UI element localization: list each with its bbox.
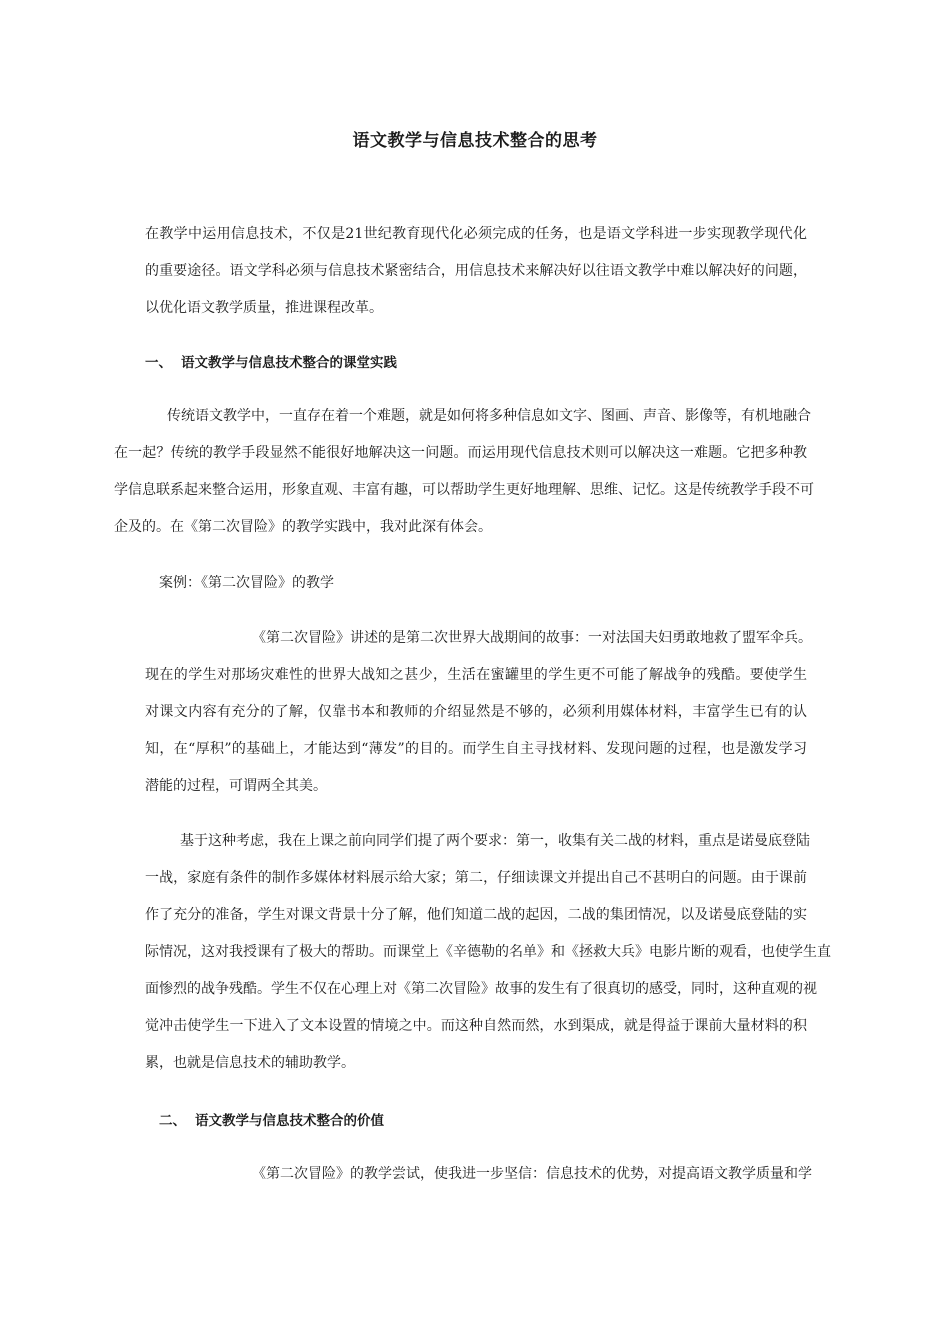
paragraph-line: 知，在“厚积”的基础上，才能达到“薄发”的目的。而学生自主寻找材料、发现问题的过程，也是激发学习 <box>145 741 807 757</box>
paragraph-line: 企及的。在《第二次冒险》的教学实践中，我对此深有体会。 <box>114 519 492 535</box>
paragraph-line: 累，也就是信息技术的辅助教学。 <box>145 1055 355 1071</box>
paragraph-line: 一战，家庭有条件的制作多媒体材料展示给大家；第二，仔细读课文并提出自己不甚明白的问题。由于课前 <box>145 870 807 886</box>
intro-line: 在教学中运用信息技术，不仅是21世纪教育现代化必须完成的任务，也是语文学科进一步实现教学现代化 <box>145 226 807 242</box>
paragraph-line: 潜能的过程，可谓两全其美。 <box>145 778 327 794</box>
paragraph-line: 学信息联系起来整合运用，形象直观、丰富有趣，可以帮助学生更好地理解、思维、记忆。这是传统教学手段不可 <box>114 482 814 498</box>
document-title: 语文教学与信息技术整合的思考 <box>352 131 598 151</box>
paragraph-line: 《第二次冒险》的教学尝试，使我进一步坚信：信息技术的优势，对提高语文教学质量和学 <box>252 1166 812 1182</box>
section-title: 语文教学与信息技术整合的价值 <box>195 1113 384 1129</box>
paragraph-line: 在一起？传统的教学手段显然不能很好地解决这一问题。而运用现代信息技术则可以解决这一难题。它把多种教 <box>114 445 807 461</box>
paragraph-line: 面惨烈的战争残酷。学生不仅在心理上对《第二次冒险》故事的发生有了很真切的感受，同时，这种直观的视 <box>145 981 817 997</box>
section-heading-2 <box>159 1111 384 1131</box>
paragraph-line: 对课文内容有充分的了解，仅靠书本和教师的介绍显然是不够的，必须利用媒体材料，丰富学生已有的认 <box>145 704 807 720</box>
paragraph-line: 《第二次冒险》讲述的是第二次世界大战期间的故事：一对法国夫妇勇敢地救了盟军伞兵。 <box>252 630 812 646</box>
paragraph-line: 觉冲击使学生一下进入了文本设置的情境之中。而这种自然而然，水到渠成，就是得益于课前大量材料的积 <box>145 1018 807 1034</box>
section-number: 一、 <box>145 355 172 371</box>
paragraph-line: 作了充分的准备，学生对课文背景十分了解，他们知道二战的起因，二战的集团情况，以及诺曼底登陆的实 <box>145 907 807 923</box>
section-heading-1 <box>145 353 397 373</box>
paragraph-line: 际情况，这对我授课有了极大的帮助。而课堂上《辛德勒的名单》和《拯救大兵》电影片断的观看，也使学生直 <box>145 944 831 960</box>
section-number: 二、 <box>159 1113 186 1129</box>
paragraph-line: 现在的学生对那场灾难性的世界大战知之甚少，生活在蜜罐里的学生更不可能了解战争的残酷。要使学生 <box>145 667 807 683</box>
intro-line: 以优化语文教学质量，推进课程改革。 <box>145 300 383 316</box>
paragraph-line: 传统语文教学中，一直存在着一个难题，就是如何将多种信息如文字、图画、声音、影像等，有机地融合 <box>167 408 811 424</box>
section-title: 语文教学与信息技术整合的课堂实践 <box>181 355 397 371</box>
intro-line: 的重要途径。语文学科必须与信息技术紧密结合，用信息技术来解决好以往语文教学中难以解决好的问题， <box>145 263 807 279</box>
paragraph-line: 基于这种考虑，我在上课之前向同学们提了两个要求：第一，收集有关二战的材料，重点是诺曼底登陆 <box>180 833 810 849</box>
case-label: 案例：《第二次冒险》的教学 <box>159 575 334 591</box>
